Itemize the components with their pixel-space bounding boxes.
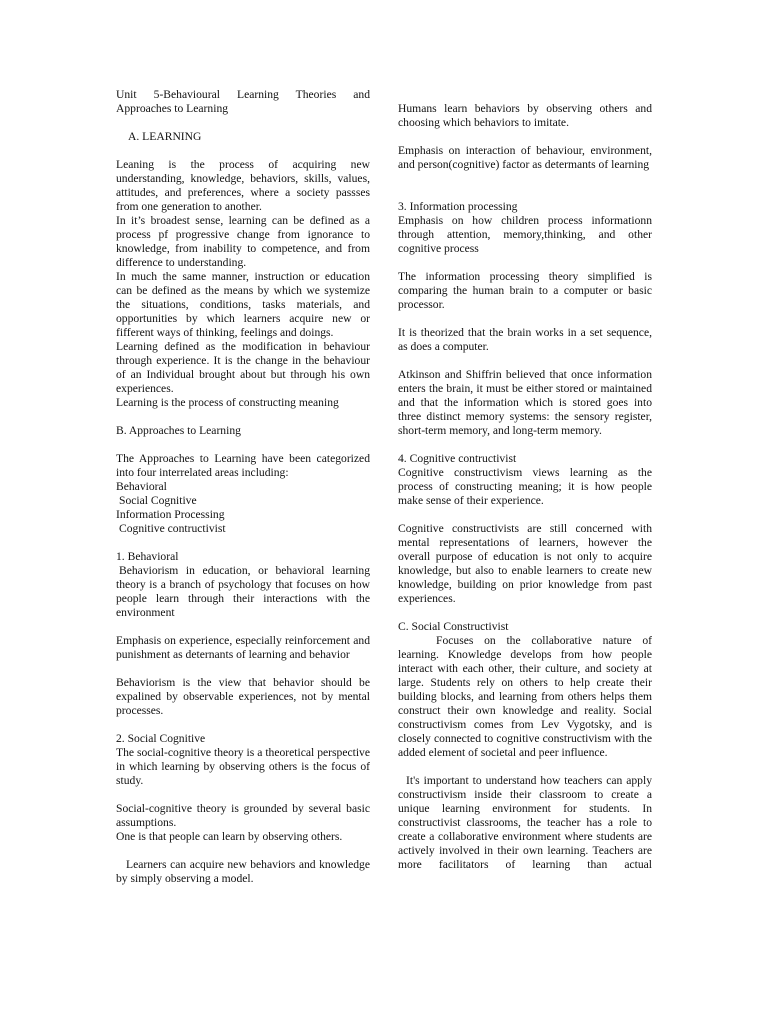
learning-definition-3: In much the same manner, instruction or education can be defined as the means by which we systemize the situations, conditions, tasks materials, and opportunities by which learners acquire new or fifferent ways of thinking, feelings and doings. xyxy=(116,270,370,339)
cognitive-constructivist-heading: 4. Cognitive contructivist xyxy=(398,452,517,465)
behavioral-paragraph-2: Emphasis on experience, especially reinforcement and punishment as deternants of learning and behavior xyxy=(116,634,370,661)
behavioral-paragraph-1: Behaviorism in education, or behavioral learning theory is a branch of psychology that focuses on how people learn through their interactions with the environment xyxy=(116,564,370,619)
approaches-intro: The Approaches to Learning have been categorized into four interrelated areas including: xyxy=(116,452,370,479)
document-title: Unit 5-Behavioural Learning Theories and Approaches to Learning xyxy=(116,88,370,115)
learning-definition-1: Leaning is the process of acquiring new understanding, knowledge, behaviors, skills, values, attitudes, and preferences, where a society passses from one generation to another. xyxy=(116,158,370,213)
left-column xyxy=(116,88,370,886)
social-cognitive-paragraph-2: Social-cognitive theory is grounded by several basic assumptions. xyxy=(116,802,370,829)
cognitive-constructivist-paragraph-2: Cognitive constructivists are still concerned with mental representations of learners, however the overall purpose of education is not only to acquire knowledge, but also to enable learners to create new knowledge, building on prior knowledge from past experiences. xyxy=(398,522,652,605)
information-processing-paragraph-3: It is theorized that the brain works in a set sequence, as does a computer. xyxy=(398,326,652,353)
social-cognitive-paragraph-1: The social-cognitive theory is a theoretical perspective in which learning by observing others is the focus of study. xyxy=(116,746,370,787)
section-b-heading: B. Approaches to Learning xyxy=(116,424,241,437)
information-processing-paragraph-1: Emphasis on how children process informationn through attention, memory,thinking, and other cognitive process xyxy=(398,214,652,255)
right-column xyxy=(398,102,652,872)
learning-definition-2: In it’s broadest sense, learning can be defined as a process pf progressive change from ignorance to knowledge, from inability to competence, and from difference to understanding. xyxy=(116,214,370,269)
social-cognitive-paragraph-5: Humans learn behaviors by observing others and choosing which behaviors to imitate. xyxy=(398,102,652,129)
information-processing-paragraph-2: The information processing theory simplified is comparing the human brain to a computer or basic processor. xyxy=(398,270,652,311)
social-constructivist-paragraph-1: Focuses on the collaborative nature of learning. Knowledge develops from how people interact with each other, their culture, and society at large. Students rely on others to help create their building blocks, and learning from others helps them construct their own knowledge and reality. Social constructivism comes from Lev Vygotsky, and is closely connected to cognitive constructivism with the added element of societal and peer influence. xyxy=(398,634,652,759)
learning-definition-5: Learning is the process of constructing meaning xyxy=(116,396,339,409)
learning-definition-4: Learning defined as the modification in behaviour through experience. It is the change in the behaviour of an Individual brought about but through his own experiences. xyxy=(116,340,370,395)
social-cognitive-heading: 2. Social Cognitive xyxy=(116,732,206,745)
social-cognitive-paragraph-3: One is that people can learn by observing others. xyxy=(116,830,343,843)
information-processing-paragraph-4: Atkinson and Shiffrin believed that once information enters the brain, it must be either stored or maintained and that the information which is stored goes into three distinct memory systems: the sensory register, short-term memory, and long-term memory. xyxy=(398,368,652,437)
social-cognitive-paragraph-4: Learners can acquire new behaviors and knowledge by simply observing a model. xyxy=(116,858,370,885)
social-cognitive-paragraph-6: Emphasis on interaction of behaviour, environment, and person(cognitive) factor as determants of learning xyxy=(398,144,652,171)
approach-item-social-cognitive: Social Cognitive xyxy=(119,494,197,507)
approach-item-behavioral: Behavioral xyxy=(116,480,167,493)
behavioral-heading: 1. Behavioral xyxy=(116,550,179,563)
social-constructivist-paragraph-2: It's important to understand how teachers can apply constructivism inside their classroom to create a unique learning environment for students. In constructivist classrooms, the teacher has a role to create a collaborative environment where students are actively involved in their own learning. Teachers are more facilitators of learning than actual xyxy=(398,774,652,871)
behavioral-paragraph-3: Behaviorism is the view that behavior should be expalined by observable experiences, not by mental processes. xyxy=(116,676,370,717)
section-a-heading: A. LEARNING xyxy=(128,130,202,143)
approach-item-cognitive-contructivist: Cognitive contructivist xyxy=(119,522,226,535)
cognitive-constructivist-paragraph-1: Cognitive constructivism views learning as the process of constructing meaning; it is how people make sense of their experience. xyxy=(398,466,652,507)
social-constructivist-heading: C. Social Constructivist xyxy=(398,620,509,633)
information-processing-heading: 3. Information processing xyxy=(398,200,518,213)
approach-item-information-processing: Information Processing xyxy=(116,508,225,521)
